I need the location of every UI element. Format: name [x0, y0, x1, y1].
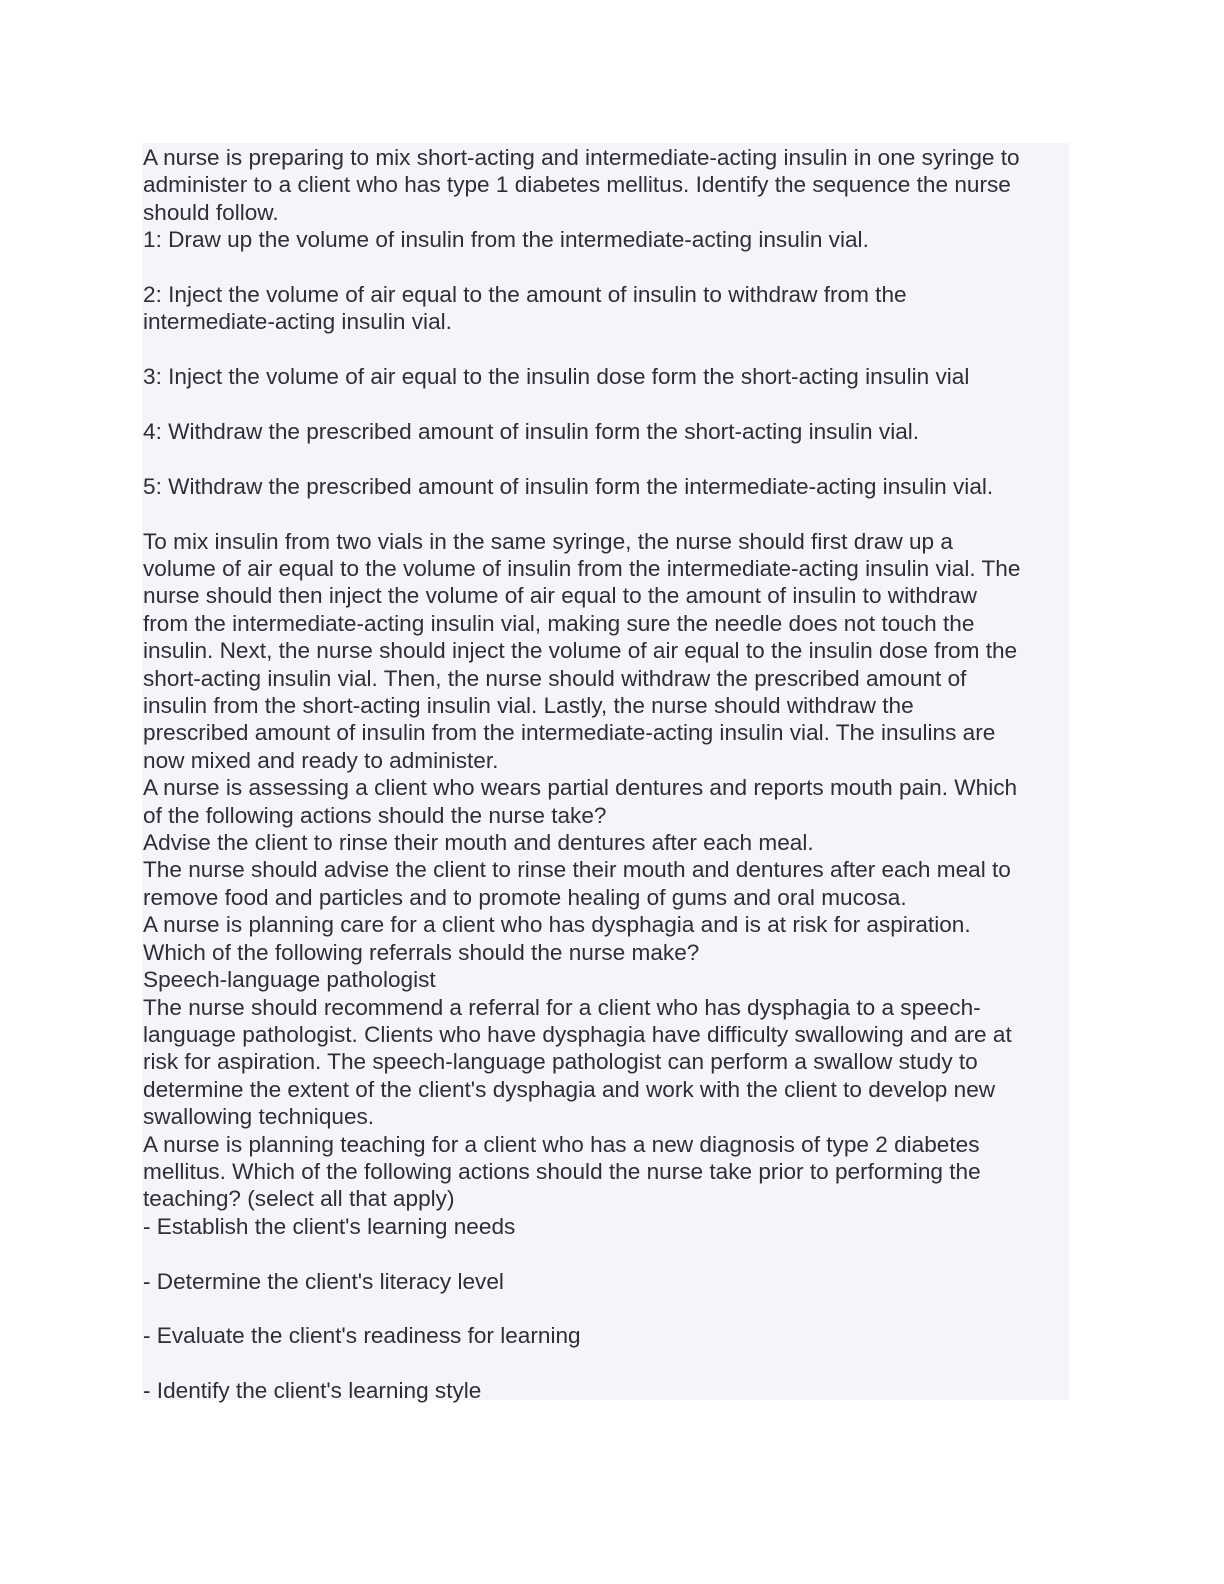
rationale-line: nurse should then inject the volume of air equal to the amount of insulin to withdraw — [143, 583, 977, 609]
question-4 — [143, 1131, 1069, 1405]
spacer — [143, 1240, 1069, 1267]
spacer — [143, 445, 1069, 472]
question-1-options — [143, 226, 1069, 527]
spacer — [143, 391, 1069, 418]
rationale-line: risk for aspiration. The speech-language pathologist can perform a swallow study to — [143, 1049, 978, 1075]
stem-line: mellitus. Which of the following actions should the nurse take prior to performing the — [143, 1158, 981, 1184]
answer-item: - Identify the client's learning style — [143, 1378, 482, 1404]
rationale-line: volume of air equal to the volume of insulin from the intermediate-acting insulin vial. The — [143, 556, 1021, 582]
rationale-line: now mixed and ready to administer. — [143, 747, 499, 773]
rationale-line: language pathologist. Clients who have dysphagia have difficulty swallowing and are at — [143, 1021, 1012, 1047]
spacer — [143, 500, 1069, 527]
stem-line: should follow. — [143, 199, 279, 225]
rationale-line: insulin from the short-acting insulin vial. Lastly, the nurse should withdraw the — [143, 693, 914, 719]
rationale-line: prescribed amount of insulin from the intermediate-acting insulin vial. The insulins are — [143, 720, 996, 746]
question-1-rationale — [143, 528, 1069, 775]
option-1: 1: Draw up the volume of insulin from the intermediate-acting insulin vial. — [143, 227, 869, 253]
option-4: 4: Withdraw the prescribed amount of insulin form the short-acting insulin vial. — [143, 419, 920, 445]
rationale-line: remove food and particles and to promote healing of gums and oral mucosa. — [143, 884, 907, 910]
question-3-answer: Speech-language pathologist — [143, 967, 436, 993]
rationale-line: determine the extent of the client's dysphagia and work with the client to develop new — [143, 1076, 996, 1102]
option-5: 5: Withdraw the prescribed amount of insulin form the intermediate-acting insulin vial. — [143, 473, 994, 499]
rationale-line: from the intermediate-acting insulin vial, making sure the needle does not touch the — [143, 610, 975, 636]
question-1-stem — [143, 144, 1069, 226]
rationale-line: To mix insulin from two vials in the same syringe, the nurse should first draw up a — [143, 528, 953, 554]
question-2-answer: Advise the client to rinse their mouth and dentures after each meal. — [143, 830, 814, 856]
spacer — [143, 336, 1069, 363]
stem-line: Which of the following referrals should the nurse make? — [143, 939, 700, 965]
option-3: 3: Inject the volume of air equal to the insulin dose form the short-acting insulin vial — [143, 364, 970, 390]
rationale-line: The nurse should recommend a referral for a client who has dysphagia to a speech- — [143, 994, 981, 1020]
question-2 — [143, 774, 1069, 911]
answer-item: - Establish the client's learning needs — [143, 1213, 516, 1239]
document-text-block — [142, 143, 1069, 1404]
answer-item: - Determine the client's literacy level — [143, 1268, 504, 1294]
rationale-line: short-acting insulin vial. Then, the nurse should withdraw the prescribed amount of — [143, 665, 967, 691]
stem-line: teaching? (select all that apply) — [143, 1186, 455, 1212]
option-2-continued: intermediate-acting insulin vial. — [143, 309, 452, 335]
answer-item: - Evaluate the client's readiness for learning — [143, 1323, 581, 1349]
rationale-line: swallowing techniques. — [143, 1104, 375, 1130]
rationale-line: The nurse should advise the client to rinse their mouth and dentures after each meal to — [143, 857, 1011, 883]
spacer — [143, 1350, 1069, 1377]
stem-line: A nurse is preparing to mix short-acting and intermediate-acting insulin in one syringe to — [143, 145, 1020, 170]
spacer — [143, 1295, 1069, 1322]
question-1 — [143, 144, 1069, 774]
stem-line: administer to a client who has type 1 diabetes mellitus. Identify the sequence the nurse — [143, 172, 1011, 198]
stem-line: of the following actions should the nurse take? — [143, 802, 607, 828]
option-2: 2: Inject the volume of air equal to the amount of insulin to withdraw from the — [143, 282, 907, 308]
stem-line: A nurse is assessing a client who wears partial dentures and reports mouth pain. Which — [143, 775, 1018, 801]
question-3 — [143, 911, 1069, 1130]
stem-line: A nurse is planning teaching for a client who has a new diagnosis of type 2 diabetes — [143, 1131, 980, 1157]
stem-line: A nurse is planning care for a client who has dysphagia and is at risk for aspiration. — [143, 912, 971, 938]
rationale-line: insulin. Next, the nurse should inject the volume of air equal to the insulin dose from the — [143, 638, 1018, 664]
spacer — [143, 254, 1069, 281]
